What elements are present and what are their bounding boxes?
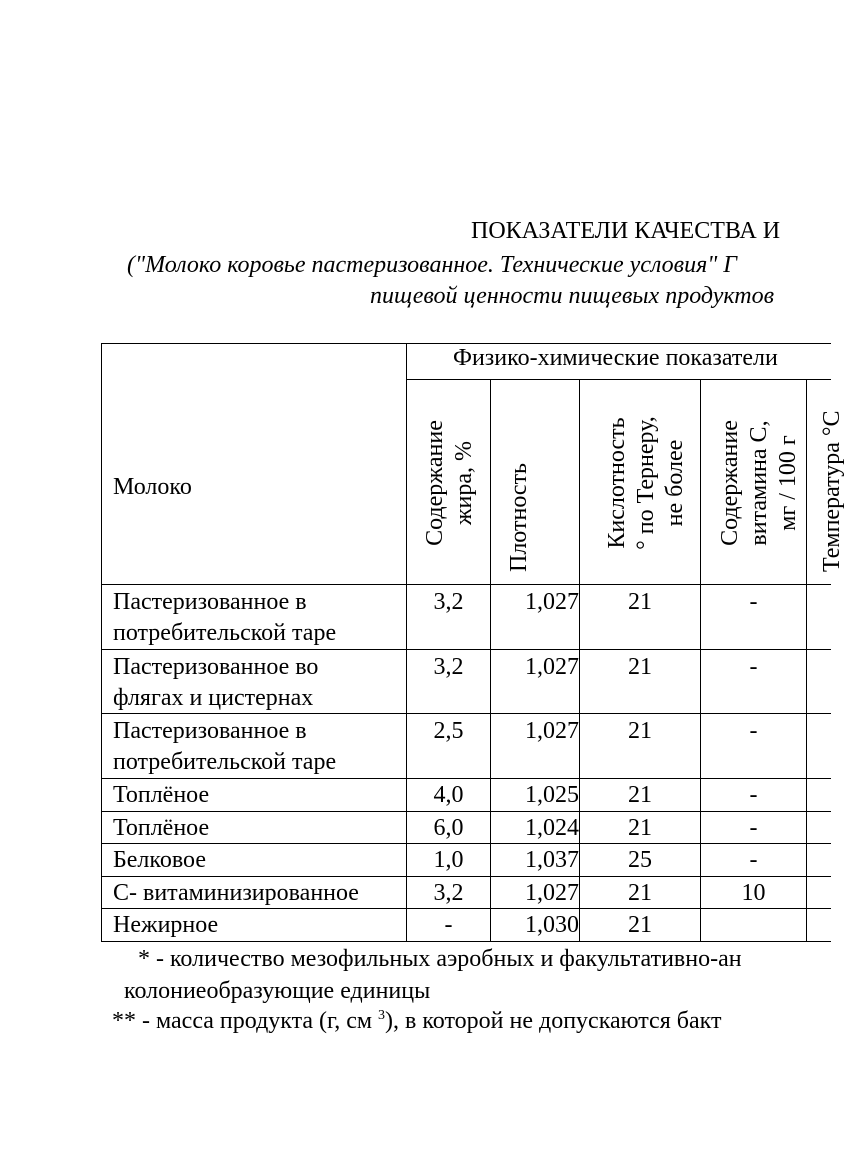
acidity-value: 21 [628,815,652,841]
footnote-2-text-end: ), в которой не допускаются бакт [385,1008,722,1034]
column-line [806,379,807,941]
row-name: потребительской таре [113,749,337,775]
row-name: Пастеризованное в [113,718,307,744]
row-name: Топлёное [113,782,210,808]
row-line [101,649,831,650]
column-header-line: Кислотность [604,417,630,549]
acidity-value: 21 [628,912,652,938]
acidity-value: 21 [628,782,652,808]
density-value: 1,027 [525,589,579,615]
column-header-temperature [818,377,847,578]
vitamin-c-value: - [749,782,758,808]
density-value: 1,027 [525,880,579,906]
density-value: 1,025 [525,782,579,808]
row-name: Нежирное [113,912,219,938]
acidity-value: 21 [628,589,652,615]
group-header: Физико-химические показатели [453,345,778,371]
fat-value: - [444,912,453,938]
column-header-fat [421,388,479,578]
vitamin-c-value: 10 [741,880,766,906]
column-header-line: Плотность [506,462,532,572]
column-header-line: Температура °С [819,410,845,572]
vitamin-c-value: - [749,589,758,615]
vitamin-c-value: - [749,815,758,841]
density-value: 1,024 [525,815,579,841]
header-bottom-line [101,584,831,585]
fat-value: 3,2 [433,589,464,615]
density-value: 1,030 [525,912,579,938]
fat-value: 3,2 [433,880,464,906]
footnote-2-superscript: 3 [378,1008,386,1023]
density-value: 1,027 [525,718,579,744]
page-subtitle-line2: пищевой ценности пищевых продуктов [370,283,775,309]
fat-value: 1,0 [433,847,464,873]
fat-value: 4,0 [433,782,464,808]
row-name: Топлёное [113,815,210,841]
column-header-density [505,382,534,578]
footnote-1-line2: колониеобразующие единицы [124,978,431,1004]
table-border-bottom [101,941,831,942]
row-name: потребительской таре [113,620,337,646]
vitamin-c-value: - [749,654,758,680]
column-header-vitamin-c [716,388,803,578]
page-subtitle-line1: ("Молоко коровье пастеризованное. Технические условия" Г [127,252,737,278]
footnote-2-text: ** - масса продукта (г, см [112,1008,379,1034]
column-header-acidity [603,388,690,578]
row-name: Белковое [113,847,206,873]
footnote-1-line1: * - количество мезофильных аэробных и факультативно-ан [138,946,742,972]
page-title: ПОКАЗАТЕЛИ КАЧЕСТВА И [471,218,781,244]
fat-value: 2,5 [433,718,464,744]
row-name: С- витаминизированное [113,880,359,906]
fat-value: 3,2 [433,654,464,680]
acidity-value: 21 [628,654,652,680]
column-header-line: жира, % [451,440,477,526]
row-name: флягах и цистернах [113,685,314,711]
vitamin-c-value: - [749,718,758,744]
density-value: 1,027 [525,654,579,680]
vitamin-c-value: - [749,847,758,873]
column-header-line: не более [662,439,688,527]
fat-value: 6,0 [433,815,464,841]
column-header-line: мг / 100 г [775,435,801,531]
column-header-line: ° по Тернеру, [633,416,659,550]
column-header-line: Содержание [717,420,743,546]
acidity-value: 21 [628,718,652,744]
acidity-value: 21 [628,880,652,906]
column-header-line: Содержание [422,420,448,546]
column-header-line: витамина С, [746,420,772,546]
stub-header: Молоко [113,474,192,500]
group-header-underline [406,379,831,380]
footnote-2 [112,1008,721,1035]
table-border-top [101,343,831,344]
density-value: 1,037 [525,847,579,873]
row-name: Пастеризованное в [113,589,307,615]
row-name: Пастеризованное во [113,654,319,680]
table-border-left [101,343,102,941]
acidity-value: 25 [628,847,652,873]
